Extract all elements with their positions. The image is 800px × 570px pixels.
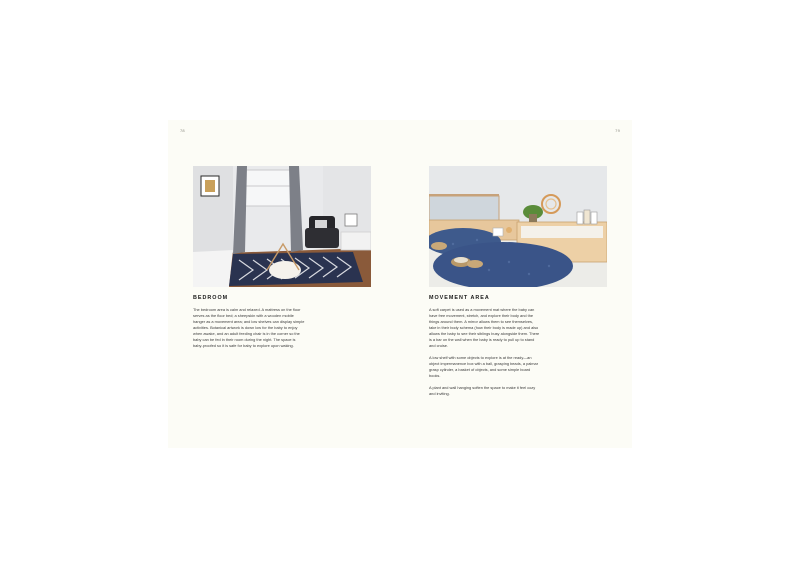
- movement-area-body-text: [429, 307, 541, 403]
- page-number-right: 79: [615, 128, 620, 133]
- bedroom-photo: [193, 166, 371, 287]
- movement-area-heading: MOVEMENT AREA: [429, 295, 490, 301]
- page-number-left: 78: [180, 128, 185, 133]
- movement-area-paragraph: A low shelf with some objects to explore is at the ready—an object impermanence box with a ball, grasping beads, a palmar grasp cylinder, a basket of objects, and some simple board books.: [429, 355, 538, 378]
- bedroom-paragraph: The bedroom area is calm and relaxed. A mattress on the floor serves as the floor bed; a sheepskin with a wooden mobile hanger as a movement area; and low shelves can display simple activities. Botanical artwork is down low for the baby to enjoy when awake, and an adult feeding chair is in the corner so the baby can be fed in their room during the night. The space is baby-proofed so it is safe for baby to explore upon waking.: [193, 307, 305, 348]
- bedroom-heading: BEDROOM: [193, 295, 229, 301]
- movement-area-paragraph: A plant and wall hanging soften the space to make it feel cozy and inviting.: [429, 385, 536, 396]
- movement-area-photo: [429, 166, 607, 287]
- book-spread: [168, 120, 632, 448]
- bedroom-body-text: [193, 307, 305, 355]
- movement-area-paragraph: A soft carpet is used as a movement mat where the baby can have free movement, stretch, and explore their body and the things around them. A mirror allows them to see themselves, take in their body schema (how their body is made up) and also allows the baby to see their siblings busy alongside them. There is a bar on the wall when the baby is ready to pull up to stand and cruise.: [429, 307, 540, 348]
